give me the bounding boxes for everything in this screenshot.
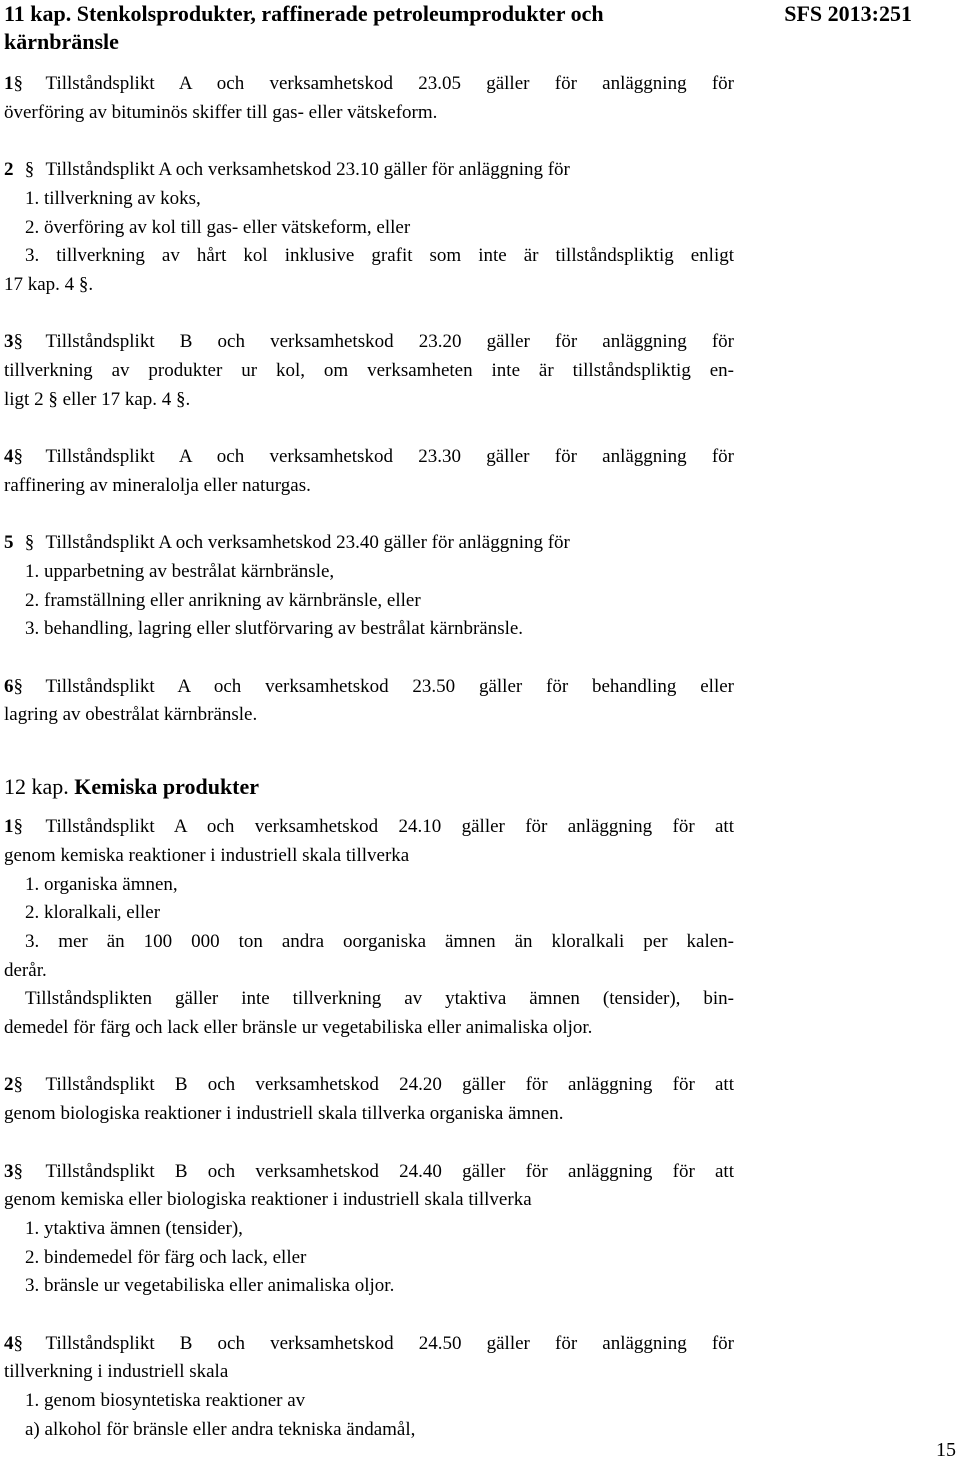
ch12-section-2 bbox=[4, 1071, 734, 1128]
section-sign: § bbox=[24, 159, 35, 181]
list-item: 3. behandling, lagring eller slutförvaring av bestrålat kärnbränsle. bbox=[25, 618, 524, 640]
section-number: 1 bbox=[4, 73, 14, 94]
ch11-s1-line-1 bbox=[4, 70, 734, 99]
section-text: Tillståndsplikt A och verksamhetskod 23.10 gäller för anläggning för bbox=[45, 159, 570, 181]
section-number: 2 bbox=[4, 159, 14, 181]
section-number: 3 bbox=[4, 1160, 14, 1182]
list-item: 1. ytaktiva ämnen (tensider), bbox=[25, 1217, 243, 1239]
ch11-section-3 bbox=[4, 328, 734, 414]
section-sign: § bbox=[13, 1160, 23, 1182]
section-number: 4 bbox=[4, 1332, 14, 1354]
section-text: Tillståndsplikt B och verksamhetskod 24.40 gäller för anläggning för att bbox=[45, 1160, 734, 1182]
section-number: 1 bbox=[4, 816, 14, 838]
ch11-s4-line-1 bbox=[4, 443, 734, 472]
section-sign: § bbox=[13, 1332, 23, 1354]
chapter-12-heading bbox=[4, 773, 734, 801]
section-number: 6 bbox=[4, 675, 14, 697]
list-item: 3. tillverkning av hårt kol inklusive grafit som inte är tillståndspliktig enligt bbox=[25, 245, 734, 267]
ch12-s2-line-2: genom biologiska reaktioner i industriell skala tillverka organiska ämnen. bbox=[4, 1103, 564, 1125]
chapter-11-title-line-2: kärnbränsle bbox=[4, 29, 119, 54]
ch12-s1-note-line-1: Tillståndsplikten gäller inte tillverkning av ytaktiva ämnen (tensider), bin- bbox=[25, 988, 734, 1010]
section-number: 3 bbox=[4, 331, 14, 353]
ch11-s6-line-1 bbox=[4, 673, 734, 702]
ch12-s3-line-2: genom kemiska eller biologiska reaktioner i industriell skala tillverka bbox=[4, 1189, 532, 1211]
ch11-s4-line-2: raffinering av mineralolja eller naturgas. bbox=[4, 474, 311, 496]
chapter-title: Kemiska produkter bbox=[74, 774, 260, 800]
section-sign: § bbox=[13, 331, 23, 353]
ch12-s1-note-line-2: demedel för färg och lack eller bränsle ur vegetabiliska eller animaliska oljor. bbox=[4, 1017, 593, 1039]
ch11-s3-line-2: tillverkning av produkter ur kol, om verksamheten inte är tillståndspliktig en- bbox=[4, 360, 734, 381]
ch12-section-4 bbox=[4, 1330, 734, 1445]
chapter-11-heading bbox=[4, 0, 734, 56]
ch11-section-6 bbox=[4, 673, 734, 730]
section-text: Tillståndsplikt B och verksamhetskod 24.50 gäller för anläggning för bbox=[45, 1332, 734, 1354]
ch11-section-1 bbox=[4, 70, 734, 127]
section-sign: § bbox=[13, 1074, 23, 1096]
section-sign: § bbox=[13, 816, 23, 838]
list-item: 1. genom biosyntetiska reaktioner av bbox=[25, 1390, 306, 1412]
document-page bbox=[4, 0, 734, 1445]
section-text: Tillståndsplikt A och verksamhetskod 23.40 gäller för anläggning för bbox=[45, 532, 570, 554]
list-item: 1. upparbetning av bestrålat kärnbränsle, bbox=[25, 560, 335, 582]
ch12-section-1 bbox=[4, 813, 734, 1043]
list-item: 3. bränsle ur vegetabiliska eller animaliska oljor. bbox=[25, 1275, 395, 1297]
section-sign: § bbox=[13, 446, 23, 468]
chapter-11-title-line-1: 11 kap. Stenkolsprodukter, raffinerade petroleumprodukter och bbox=[4, 1, 604, 26]
list-item: 2. framställning eller anrikning av kärnbränsle, eller bbox=[25, 589, 421, 611]
ch11-s2-line-1 bbox=[4, 156, 734, 185]
ch12-s4-line-2: tillverkning i industriell skala bbox=[4, 1361, 229, 1383]
list-item: 1. tillverkning av koks, bbox=[25, 187, 201, 209]
list-item: a) alkohol för bränsle eller andra tekniska ändamål, bbox=[25, 1418, 416, 1440]
list-item: 2. kloralkali, eller bbox=[25, 902, 161, 924]
ch12-s1-line-1 bbox=[4, 813, 734, 842]
section-number: 5 bbox=[4, 532, 14, 554]
ch11-section-5 bbox=[4, 529, 734, 644]
ch11-s6-line-2: lagring av obestrålat kärnbränsle. bbox=[4, 704, 258, 726]
section-number: 4 bbox=[4, 446, 14, 468]
list-item-continuation: derår. bbox=[4, 959, 47, 981]
list-item-continuation: 17 kap. 4 §. bbox=[4, 273, 94, 295]
ch12-s3-line-1 bbox=[4, 1158, 734, 1187]
list-item: 1. organiska ämnen, bbox=[25, 873, 178, 895]
ch11-section-2 bbox=[4, 156, 734, 300]
ch12-s2-line-1 bbox=[4, 1071, 734, 1100]
section-text: Tillståndsplikt A och verksamhetskod 23.05 gäller för anläggning för bbox=[45, 73, 734, 94]
section-sign: § bbox=[13, 675, 23, 697]
ch11-s5-line-1 bbox=[4, 529, 734, 558]
ch12-s1-line-2: genom kemiska reaktioner i industriell skala tillverka bbox=[4, 844, 410, 866]
list-item: 2. överföring av kol till gas- eller vätskeform, eller bbox=[25, 216, 411, 238]
section-number: 2 bbox=[4, 1074, 14, 1096]
section-text: Tillståndsplikt B och verksamhetskod 24.20 gäller för anläggning för att bbox=[45, 1074, 734, 1096]
ch11-s3-line-1 bbox=[4, 328, 734, 357]
list-item: 2. bindemedel för färg och lack, eller bbox=[25, 1246, 307, 1268]
chapter-number: 12 kap. bbox=[4, 774, 69, 800]
ch11-s1-line-2: överföring av bituminös skiffer till gas- eller vätskeform. bbox=[4, 101, 438, 123]
section-sign: § bbox=[13, 73, 23, 94]
ch11-section-4 bbox=[4, 443, 734, 500]
sfs-number: SFS 2013:251 bbox=[784, 1, 912, 26]
page-number: 15 bbox=[936, 1439, 956, 1461]
section-text: Tillståndsplikt A och verksamhetskod 23.30 gäller för anläggning för bbox=[45, 446, 734, 468]
ch12-s4-line-1 bbox=[4, 1330, 734, 1359]
section-text: Tillståndsplikt A och verksamhetskod 24.10 gäller för anläggning för att bbox=[45, 816, 734, 838]
list-item: 3. mer än 100 000 ton andra oorganiska ämnen än kloralkali per kalen- bbox=[25, 930, 734, 952]
ch12-section-3 bbox=[4, 1158, 734, 1302]
section-sign: § bbox=[24, 532, 35, 554]
section-text: Tillståndsplikt B och verksamhetskod 23.20 gäller för anläggning för bbox=[45, 331, 734, 353]
ch11-s3-line-3: ligt 2 § eller 17 kap. 4 §. bbox=[4, 388, 191, 410]
section-text: Tillståndsplikt A och verksamhetskod 23.50 gäller för behandling eller bbox=[45, 675, 734, 697]
